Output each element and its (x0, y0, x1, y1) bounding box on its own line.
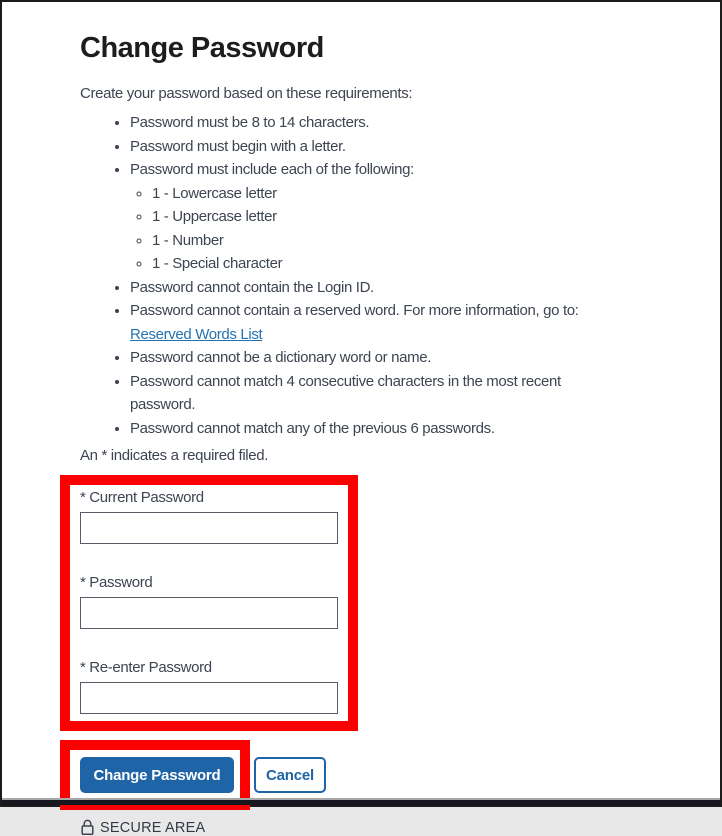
bottom-border-bar (2, 798, 720, 805)
new-password-label: * Password (80, 574, 153, 591)
requirement-item-text: Password cannot contain a reserved word. For more information, go to: (130, 302, 579, 319)
page-title: Change Password (80, 32, 324, 64)
requirement-item-text: Password must include each of the following: (130, 161, 414, 178)
reenter-password-group (80, 658, 338, 714)
intro-text: Create your password based on these requirements: (80, 85, 413, 102)
secure-area-label: SECURE AREA (100, 819, 206, 836)
new-password-input[interactable] (80, 597, 338, 629)
requirement-item: • Password cannot match any of the previous 6 passwords. (130, 417, 625, 441)
annotation-box-fields (60, 475, 358, 731)
sub-requirement-item: ◦ 1 - Number (152, 229, 625, 253)
requirement-item: • Password cannot be a dictionary word or name. (130, 346, 625, 370)
requirements-list (80, 111, 625, 440)
sub-requirement-item: ◦ 1 - Special character (152, 252, 625, 276)
current-password-label: * Current Password (80, 489, 204, 506)
sub-requirement-item: ◦ 1 - Lowercase letter (152, 182, 625, 206)
requirement-item: • Password must be 8 to 14 characters. (130, 111, 625, 135)
main-content (2, 2, 720, 836)
requirement-item (130, 299, 625, 346)
reserved-words-list-link[interactable]: Reserved Words List (130, 325, 263, 343)
requirement-item: • Password cannot match 4 consecutive characters in the most recent password. (130, 370, 625, 417)
change-password-button[interactable]: Change Password (80, 757, 234, 793)
reenter-password-label: * Re-enter Password (80, 659, 212, 676)
requirement-item (130, 158, 625, 276)
sub-requirement-item: ◦ 1 - Uppercase letter (152, 205, 625, 229)
cancel-button[interactable]: Cancel (254, 757, 326, 793)
requirement-item: • Password cannot contain the Login ID. (130, 276, 625, 300)
current-password-input[interactable] (80, 512, 338, 544)
sub-requirements-list (130, 182, 625, 276)
requirement-item: • Password must begin with a letter. (130, 135, 625, 159)
new-password-group (80, 573, 338, 629)
reenter-password-input[interactable] (80, 682, 338, 714)
lock-icon (80, 819, 95, 836)
required-field-note: An * indicates a required filed. (80, 447, 269, 464)
secure-area-row (80, 819, 680, 836)
current-password-group (80, 488, 338, 544)
